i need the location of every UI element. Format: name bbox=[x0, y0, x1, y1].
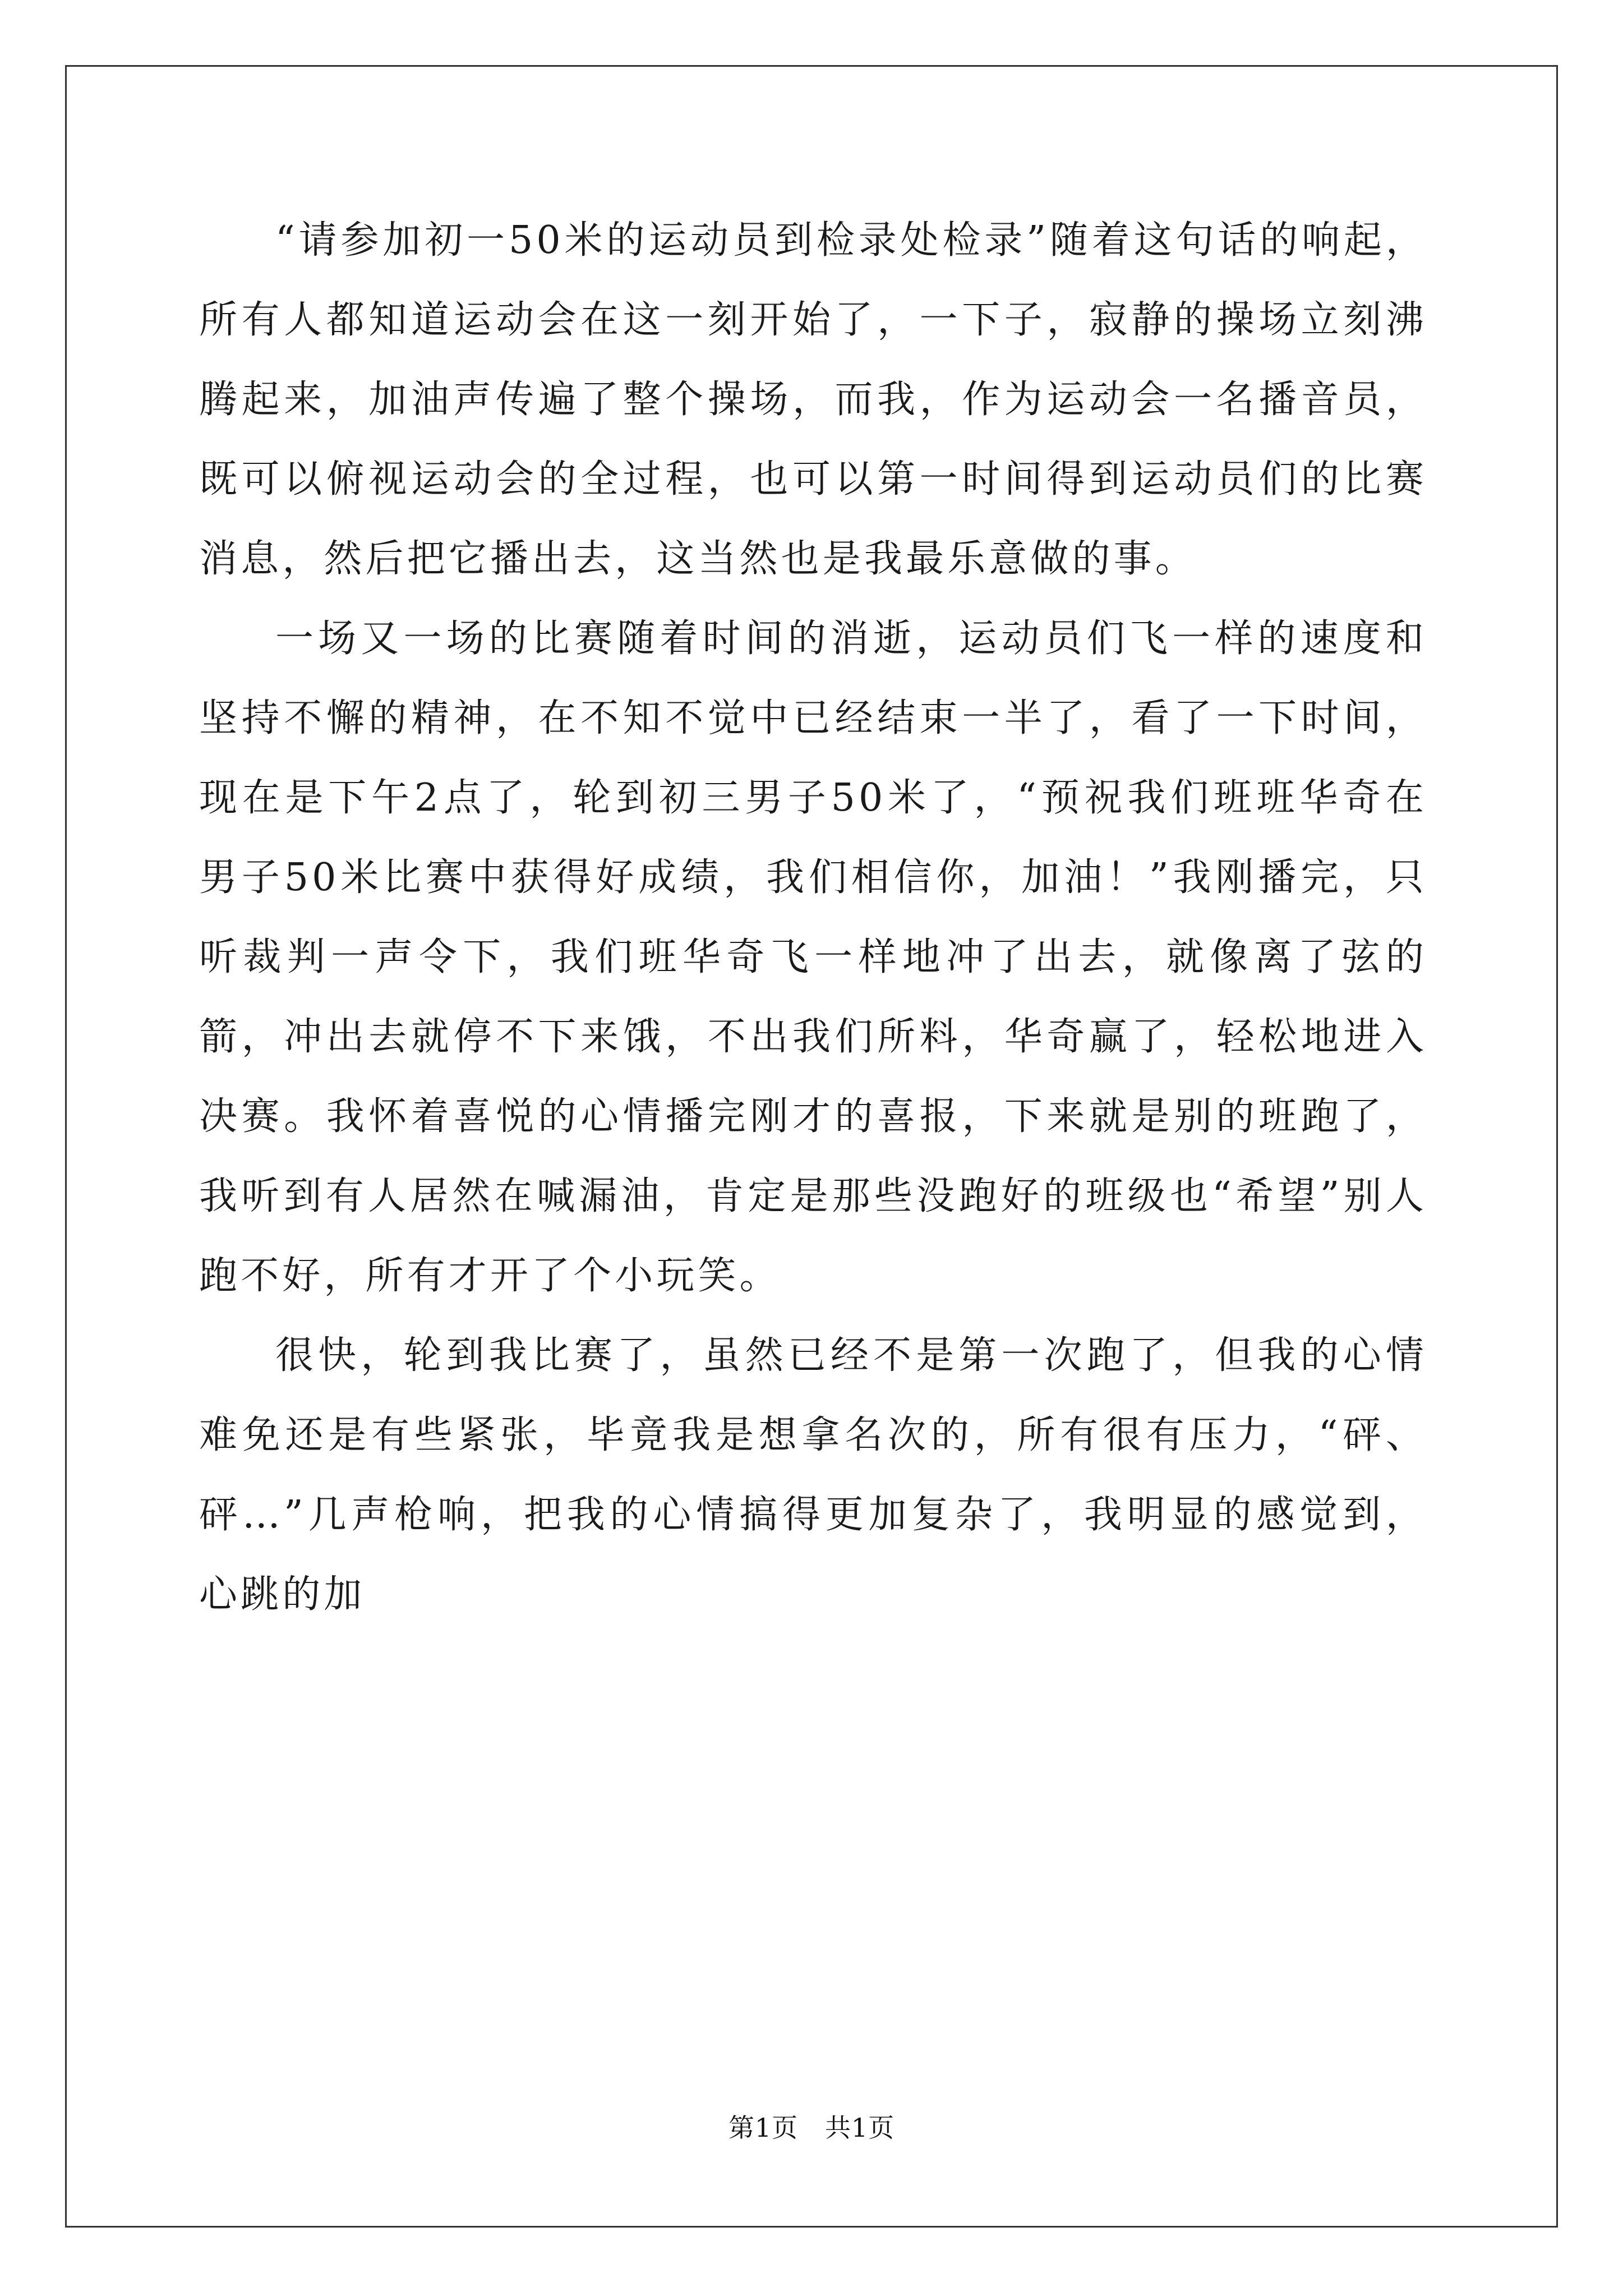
page-footer bbox=[65, 2108, 1558, 2145]
document-body bbox=[199, 201, 1427, 1635]
paragraph-1: “请参加初一50米的运动员到检录处检录”随着这句话的响起，所有人都知道运动会在这一刻开始了，一下子，寂静的操场立刻沸腾起来，加油声传遍了整个操场，而我，作为运动会一名播音员，既可以俯视运动会的全过程，也可以第一时间得到运动员们的比赛消息，然后把它播出去，这当然也是我最乐意做的事。 bbox=[199, 218, 1427, 581]
page-number-total: 共1页 bbox=[825, 2113, 895, 2143]
paragraph-3: 很快，轮到我比赛了，虽然已经不是第一次跑了，但我的心情难免还是有些紧张，毕竟我是想拿名次的，所有很有压力，“砰、砰…”几声枪响，把我的心情搞得更加复杂了，我明显的感觉到，心跳的加 bbox=[199, 1333, 1427, 1617]
paragraph-2: 一场又一场的比赛随着时间的消逝，运动员们飞一样的速度和坚持不懈的精神，在不知不觉中已经结束一半了，看了一下时间，现在是下午2点了，轮到初三男子50米了，“预祝我们班班华奇在男子50米比赛中获得好成绩，我们相信你，加油！”我刚播完，只听裁判一声令下，我们班华奇飞一样地冲了出去，就像离了弦的箭，冲出去就停不下来饿，不出我们所料，华奇赢了，轻松地进入决赛。我怀着喜悦的心情播完刚才的喜报，下来就是别的班跑了，我听到有人居然在喊漏油，肯定是那些没跑好的班级也“希望”别人跑不好，所有才开了个小玩笑。 bbox=[199, 616, 1427, 1298]
page-number-current: 第1页 bbox=[728, 2113, 798, 2143]
